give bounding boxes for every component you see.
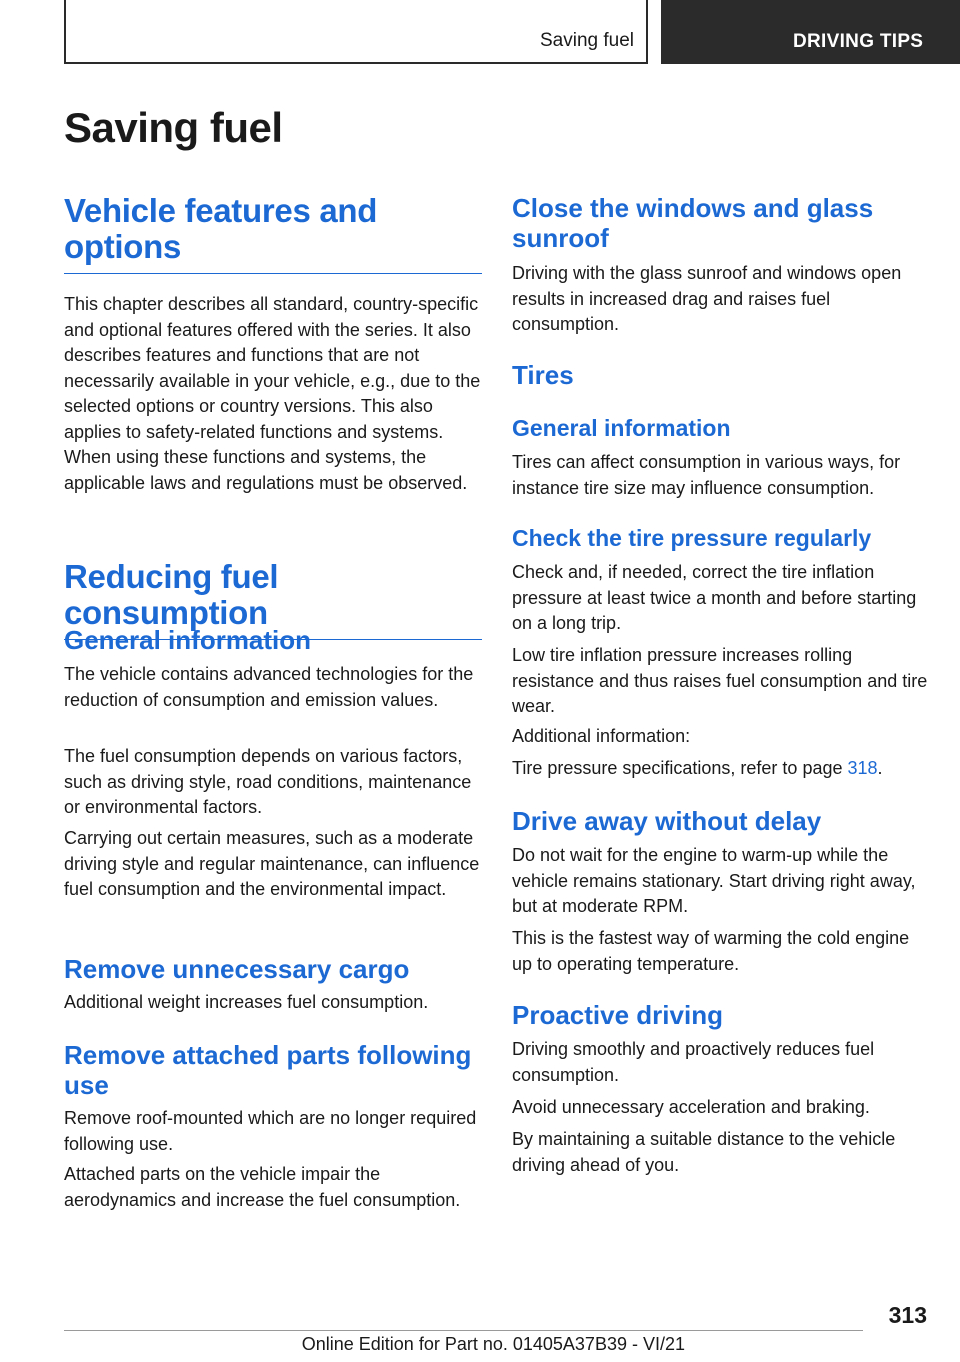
heading-remove-cargo: Remove unnecessary cargo [64, 954, 410, 984]
tire-pressure-p3: Additional information: [512, 726, 691, 746]
general-information-p2: The fuel consumption depends on various factors, such as driving style, road conditions, maintenance or environmental factors. [64, 746, 472, 817]
heading-check-tire-pressure: Check the tire pressure regularly [512, 525, 872, 551]
tires-general-p1: Tires can affect consumption in various ways, for instance tire size may influence consumption. [512, 452, 901, 498]
tire-pressure-p2: Low tire inflation pressure increases rolling resistance and thus raises fuel consumption and tire wear. [512, 645, 928, 716]
proactive-p2: Avoid unnecessary acceleration and braking. [512, 1097, 870, 1117]
proactive-p1: Driving smoothly and proactively reduces fuel consumption. [512, 1039, 875, 1085]
remove-parts-p2: Attached parts on the vehicle impair the aerodynamics and increase the fuel consumption. [64, 1164, 461, 1210]
heading-proactive-driving: Proactive driving [512, 1000, 723, 1030]
tire-pressure-p4-prefix: Tire pressure specifications, refer to page [512, 758, 848, 778]
tire-pressure-p4 [512, 756, 930, 782]
heading-tires: Tires [512, 360, 574, 390]
drive-away-p1: Do not wait for the engine to warm-up while the vehicle remains stationary. Start driving right away, but at moderate RPM. [512, 845, 916, 916]
close-windows-p1: Driving with the glass sunroof and windows open results in increased drag and raises fuel consumption. [512, 263, 902, 334]
page-reference-link[interactable]: 318 [847, 758, 878, 778]
heading-reducing-fuel-consumption: Reducing fuel consumption [64, 559, 482, 640]
heading-close-windows: Close the windows and glass sunroof [512, 193, 874, 253]
heading-tires-general-information: General information [512, 415, 731, 441]
header-section-title: Saving fuel [539, 30, 634, 51]
proactive-p3: By maintaining a suitable distance to the vehicle driving ahead of you. [512, 1129, 896, 1175]
page-title: Saving fuel [64, 104, 283, 151]
remove-parts-p1: Remove roof-mounted which are no longer required following use. [64, 1108, 477, 1154]
tire-pressure-p4-suffix: . [877, 758, 883, 778]
drive-away-p2: This is the fastest way of warming the cold engine up to operating temperature. [512, 928, 910, 974]
heading-vehicle-features: Vehicle features and options [64, 193, 482, 274]
general-information-p3: Carrying out certain measures, such as a moderate driving style and regular maintenance, can influence fuel consumption and the environmental impact. [64, 828, 480, 899]
footer-divider [64, 1330, 863, 1331]
heading-drive-away: Drive away without delay [512, 806, 822, 836]
vehicle-features-body: This chapter describes all standard, country-specific and optional features offered with the series. It also describes features and functions that are not necessarily available in your vehicle, e.g., due to the selected options or country versions. This also applies to safety-related functions and systems. When using these functions and systems, the applicable laws and regulations must be observed. [64, 294, 481, 493]
heading-general-information: General information [64, 625, 312, 655]
heading-remove-attached-parts: Remove attached parts following use [64, 1040, 472, 1100]
general-information-p1: The vehicle contains advanced technologies for the reduction of consumption and emission values. [64, 664, 474, 710]
header-chapter-tab: DRIVING TIPS [661, 0, 960, 64]
remove-cargo-p1: Additional weight increases fuel consumption. [64, 992, 429, 1012]
tire-pressure-p1: Check and, if needed, correct the tire inflation pressure at least twice a month and before starting on a long trip. [512, 562, 917, 633]
footer-edition: Online Edition for Part no. 01405A37B39 - VI/21 [301, 1334, 685, 1354]
page-number: 313 [888, 1302, 927, 1328]
